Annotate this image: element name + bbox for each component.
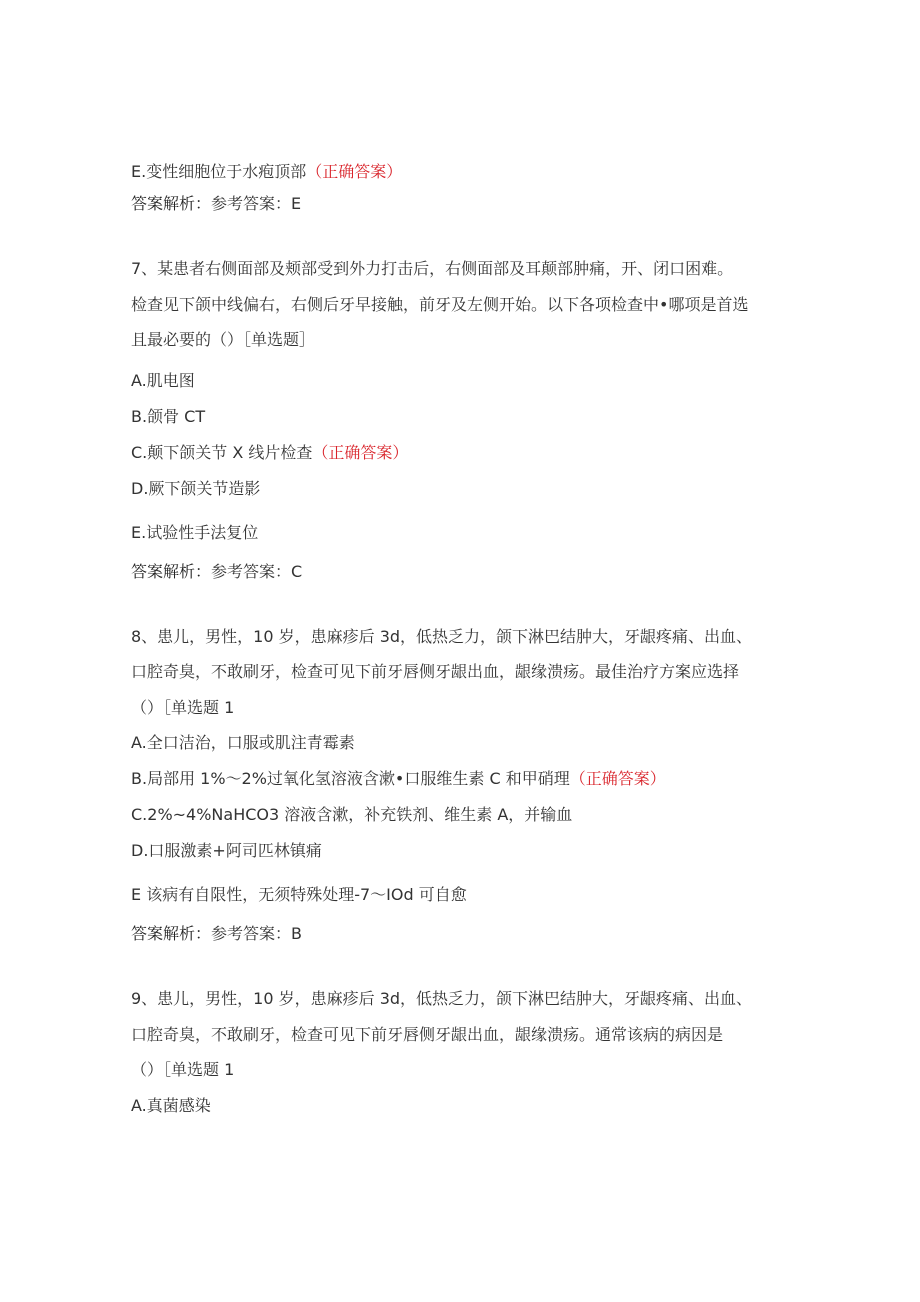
q7-stem-line3: 且最必要的（）［单选题］ <box>131 330 316 349</box>
q7-analysis-text: 参考答案：C <box>211 562 303 581</box>
q8-correct-answer-tag: （正确答案） <box>569 769 666 788</box>
q7-analysis-label: 答案解析： <box>131 562 212 581</box>
q6-option-e-text: E.变性细胞位于水疱顶部 <box>131 162 307 181</box>
q8-option-c: C.2%~4%NaHCO3 溶液含漱，补充铁剂、维生素 A，并输血 <box>131 805 573 824</box>
q8-analysis-label: 答案解析： <box>131 924 212 943</box>
q8-option-b-text: B.局部用 1%～2%过氧化氢溶液含漱•口服维生素 C 和甲硝理 <box>131 769 570 788</box>
q9-stem-line3: （）［单选题 1 <box>131 1060 235 1079</box>
q6-analysis-text: 参考答案：E <box>211 194 302 213</box>
q7-analysis <box>131 561 302 583</box>
q7-option-c-text: C.颠下颌关节 X 线片检查 <box>131 443 313 462</box>
q9-stem-line1: 9、患儿，男性，10 岁，患麻疹后 3d，低热乏力，颌下淋巴结肿大，牙龈疼痛、出血、 <box>131 989 753 1008</box>
q7-correct-answer-tag: （正确答案） <box>312 443 409 462</box>
q8-option-b <box>131 768 666 790</box>
q7-option-a: A.肌电图 <box>131 371 195 390</box>
q7-option-b: B.颌骨 CT <box>131 407 206 426</box>
q7-stem-line2: 检查见下颌中线偏右，右侧后牙早接触，前牙及左侧开始。以下各项检查中•哪项是首选 <box>131 295 749 314</box>
q6-analysis <box>131 193 301 215</box>
q8-option-d: D.口服激素+阿司匹林镇痛 <box>131 841 322 860</box>
q7-option-d: D.厥下颌关节造影 <box>131 479 261 498</box>
q9-stem-line2: 口腔奇臭，不敢刷牙，检查可见下前牙唇侧牙龈出血，龈缘溃疡。通常该病的病因是 <box>131 1025 724 1044</box>
q9-option-a: A.真菌感染 <box>131 1096 211 1115</box>
q7-stem-line1: 7、某患者右侧面部及颊部受到外力打击后，右侧面部及耳颠部肿痛，开、闭口困难。 <box>131 259 734 278</box>
q8-analysis <box>131 923 302 945</box>
q6-analysis-label: 答案解析： <box>131 194 212 213</box>
q8-stem-line2: 口腔奇臭，不敢刷牙，检查可见下前牙唇侧牙龈出血，龈缘溃疡。最佳治疗方案应选择 <box>131 662 740 681</box>
q6-correct-answer-tag: （正确答案） <box>306 162 403 181</box>
q6-option-e <box>131 161 402 183</box>
q8-option-a: A.全口洁治，口服或肌注青霉素 <box>131 733 355 752</box>
q8-analysis-text: 参考答案：B <box>211 924 302 943</box>
q7-option-e: E.试验性手法复位 <box>131 523 259 542</box>
q8-stem-line1: 8、患儿，男性，10 岁，患麻疹后 3d，低热乏力，颌下淋巴结肿大，牙龈疼痛、出血、 <box>131 627 753 646</box>
q8-option-e: E 该病有自限性，无须特殊处理-7～IOd 可自愈 <box>131 885 467 904</box>
q7-option-c <box>131 442 408 464</box>
q8-stem-line3: （）［单选题 1 <box>131 698 235 717</box>
